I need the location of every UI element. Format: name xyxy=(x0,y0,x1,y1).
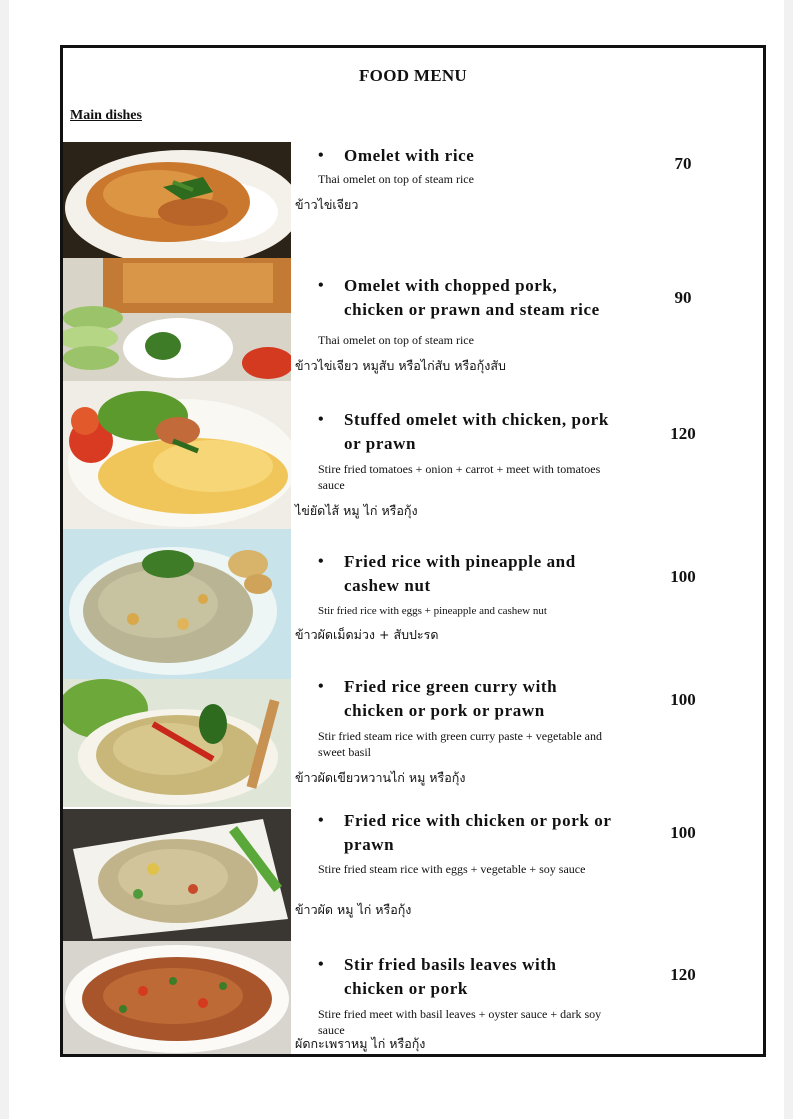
food-photo-pineapple-fried-rice xyxy=(63,529,291,679)
menu-page xyxy=(9,0,784,1119)
bullet-icon: • xyxy=(318,147,325,164)
item-description: Stir fried rice with eggs + pineapple and cashew nut xyxy=(318,605,547,617)
menu-title: FOOD MENU xyxy=(359,66,467,85)
menu-item-basil-stir-fry xyxy=(63,941,763,1054)
item-name: • Fried rice with pineapple and cashew nut xyxy=(318,552,576,595)
bullet-icon: • xyxy=(318,678,325,695)
item-thai-name: ข้าวไข่เจียว หมูสับ หรือไก่สับ หรือกุ้งสับ xyxy=(295,358,506,373)
bullet-icon: • xyxy=(318,553,325,570)
item-price: 90 xyxy=(674,288,692,307)
item-description: Stire fried steam rice with eggs + vegetable + soy sauce xyxy=(318,862,586,876)
item-thai-name: ข้าวไข่เจียว xyxy=(295,197,359,212)
item-description: Thai omelet on top of steam rice xyxy=(318,333,474,347)
item-description: Stir fried steam rice with green curry paste + vegetable and sweet basil xyxy=(318,729,602,759)
item-price: 100 xyxy=(670,567,696,586)
bullet-icon: • xyxy=(318,812,325,829)
item-description: Stire fried tomatoes + onion + carrot + meet with tomatoes sauce xyxy=(318,462,601,492)
item-name: • Stir fried basils leaves with chicken or pork xyxy=(318,955,557,998)
bullet-icon: • xyxy=(318,277,325,294)
item-name: • Omelet with chopped pork, chicken or prawn and steam rice xyxy=(318,276,600,319)
bullet-icon: • xyxy=(318,411,325,428)
item-description: Thai omelet on top of steam rice xyxy=(318,172,474,186)
item-thai-name: ไข่ยัดไส้ หมู ไก่ หรือกุ้ง xyxy=(295,503,418,518)
item-name: • Omelet with rice xyxy=(318,144,618,168)
food-photo-fried-rice xyxy=(63,809,291,941)
food-photo-omelet-rice xyxy=(63,142,291,258)
item-price: 100 xyxy=(670,690,696,709)
menu-frame xyxy=(60,45,766,1057)
food-photo-basil-stir-fry xyxy=(63,941,291,1054)
item-name: • Fried rice with chicken or pork or prawn xyxy=(318,811,612,854)
menu-item-omelet-chopped-meat xyxy=(63,258,763,381)
item-thai-name: ข้าวผัด หมู ไก่ หรือกุ้ง xyxy=(295,902,412,917)
menu-item-stuffed-omelet xyxy=(63,381,763,531)
menu-item-pineapple-fried-rice xyxy=(63,529,763,679)
food-photo-omelet-chopped xyxy=(63,258,291,381)
item-thai-name: ข้าวผัดเขียวหวานไก่ หมู หรือกุ้ง xyxy=(295,770,466,785)
section-title-main-dishes: Main dishes xyxy=(70,108,142,123)
food-photo-green-curry-fried-rice xyxy=(63,679,291,807)
item-description: Stire fried meet with basil leaves + oyster sauce + dark soy sauce xyxy=(318,1007,602,1037)
item-price: 120 xyxy=(670,965,696,984)
menu-item-fried-rice xyxy=(63,809,763,942)
item-thai-name: ผัดกะเพราหมู ไก่ หรือกุ้ง xyxy=(295,1036,426,1051)
food-photo-stuffed-omelet xyxy=(63,381,291,529)
item-price: 120 xyxy=(670,424,696,443)
bullet-icon: • xyxy=(318,956,325,973)
menu-item-green-curry-fried-rice xyxy=(63,679,763,809)
item-name: • Stuffed omelet with chicken, pork or prawn xyxy=(318,410,609,453)
item-thai-name: ข้าวผัดเม็ดม่วง + สับปะรด xyxy=(295,627,439,642)
item-price: 70 xyxy=(674,154,692,173)
item-price: 100 xyxy=(670,823,696,842)
item-name: • Fried rice green curry with chicken or pork or prawn xyxy=(318,677,558,720)
menu-item-omelet-with-rice xyxy=(63,142,763,262)
